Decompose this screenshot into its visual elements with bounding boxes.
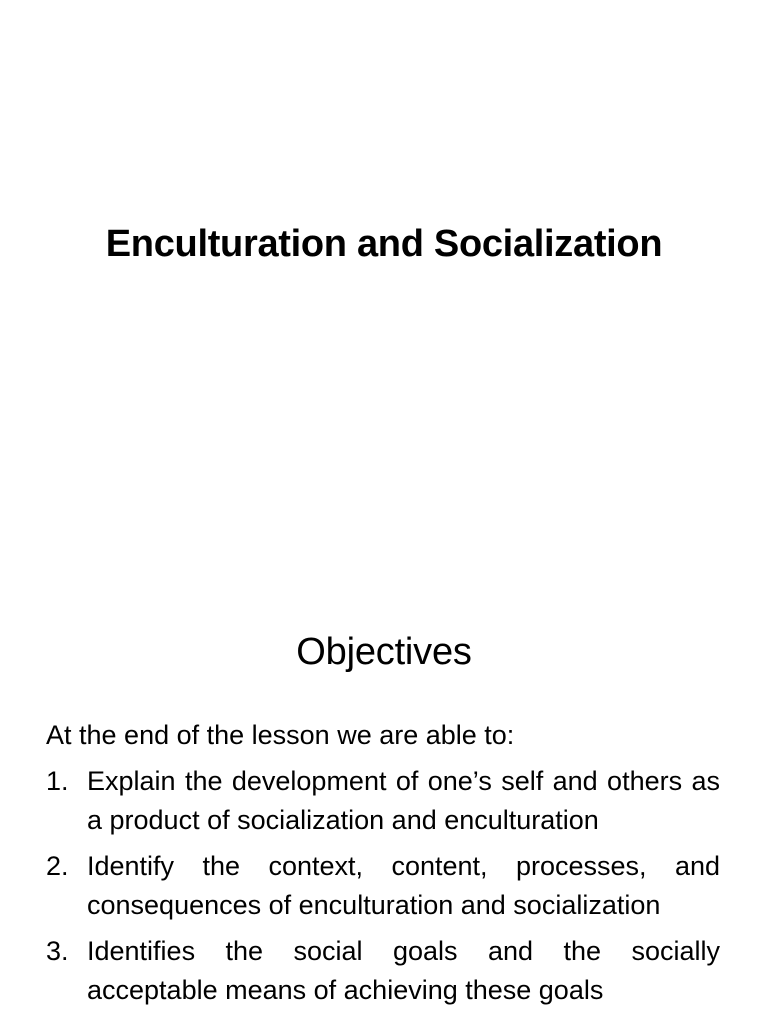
list-item-number: 2. bbox=[46, 851, 69, 881]
objectives-list bbox=[46, 762, 720, 1017]
list-item bbox=[46, 932, 720, 1010]
list-item bbox=[46, 847, 720, 925]
list-item-number: 1. bbox=[46, 766, 69, 796]
list-item-number: 3. bbox=[46, 936, 69, 966]
slide-title: Enculturation and Socialization bbox=[105, 223, 663, 265]
objectives-slide bbox=[0, 576, 768, 1024]
list-item bbox=[46, 762, 720, 840]
list-item-text: Identifies the social goals and the socially acceptable means of achieving these goals bbox=[87, 936, 720, 1005]
intro-text: At the end of the lesson we are able to: bbox=[46, 720, 515, 750]
list-item-text: Explain the development of one’s self and others as a product of socialization and enculturation bbox=[87, 766, 720, 835]
list-item-text: Identify the context, content, processes, and consequences of enculturation and socialization bbox=[87, 851, 720, 920]
objectives-heading: Objectives bbox=[296, 631, 472, 673]
